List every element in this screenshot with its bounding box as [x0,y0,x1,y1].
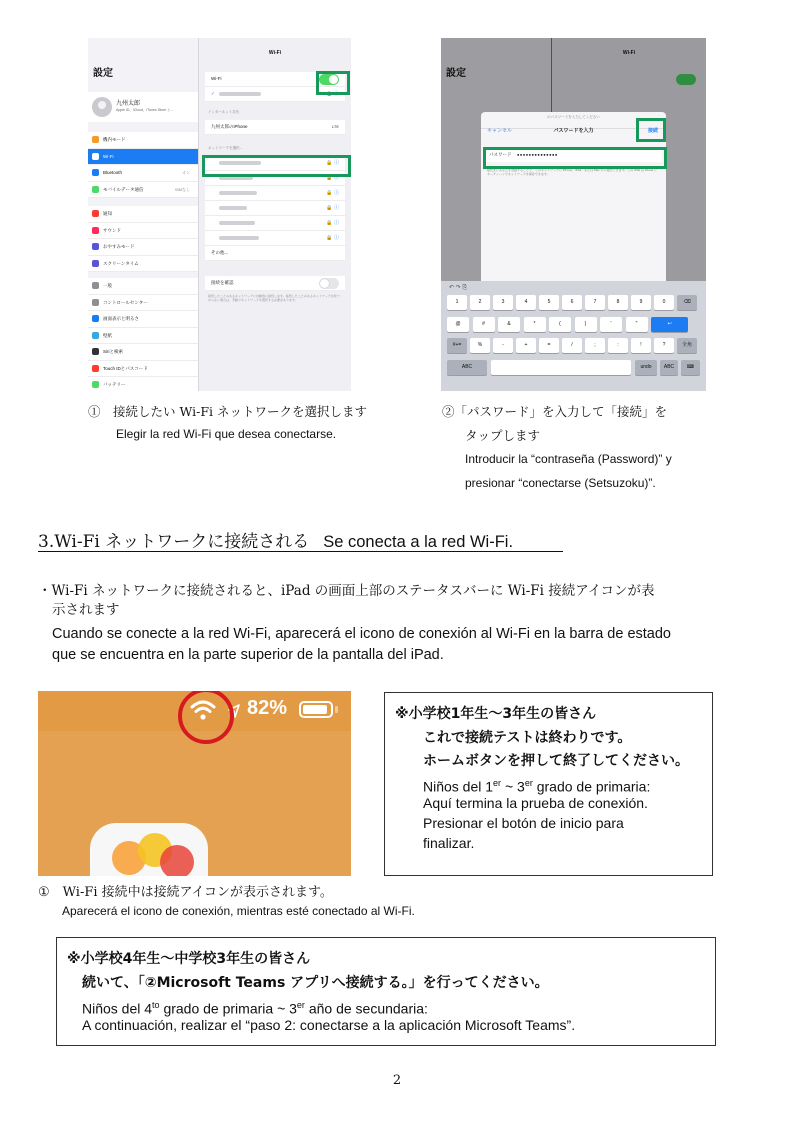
sidebar-item-label: モバイルデータ通信 [103,186,144,192]
section-heading [38,527,563,552]
network-name-blurred [219,191,257,195]
keyboard-key[interactable]: 9 [631,295,651,310]
modal-title: パスワードを入力 [553,128,594,134]
sidebar-item-label: バッテリー [103,382,126,387]
box2-es-line2: A continuación, realizar el “paso 2: conectarse a la aplicación Microsoft Teams”. [82,1017,576,1033]
sidebar-item-label: 壁紙 [103,332,112,338]
paragraph-es-line1: Cuando se conecte a la red Wi-Fi, aparecerá el icono de conexión al Wi-Fi en la barra de estado [52,626,671,642]
keyboard-key[interactable]: 5 [539,295,559,310]
hotspot-detail: LTE [331,124,339,129]
sidebar-item[interactable] [88,295,198,312]
keyboard-key[interactable]: " [626,317,648,332]
box2-line2: 続いて、「②Microsoft Teams アプリへ接続する。」を行ってください。 [82,975,549,991]
keyboard-key[interactable]: - [493,338,513,353]
box1-line3: ホームボタンを押して終了してください。 [423,753,689,769]
highlight-wifi-toggle [316,71,350,95]
box1-es-line4: finalizar. [423,835,475,851]
cancel-button[interactable]: キャンセル [487,128,513,134]
profile-subtitle: Apple ID、iCloud、iTunes Store と... [116,108,174,112]
sidebar-item[interactable] [88,182,198,199]
setting-icon [92,169,99,176]
wifi-signal-icon: 🔒 ⓘ [326,190,339,196]
sidebar-item[interactable] [88,223,198,240]
profile-name: 九州太郎 [116,101,141,107]
sidebar-item[interactable] [88,311,198,328]
status-bar-photo [38,691,351,876]
setting-icon [92,348,99,355]
ask-join-group [205,276,345,291]
network-row[interactable] [205,216,345,231]
keyboard-key[interactable]: 4 [516,295,536,310]
box1-es-line3: Presionar el botón de inicio para [423,815,624,831]
settings-title: 設定 [93,68,113,79]
settings-title: 設定 [446,68,466,79]
abc-key-right[interactable]: ABC [660,360,678,375]
network-name-blurred [219,221,255,225]
keyboard-key[interactable]: % [470,338,490,353]
box1-line2: これで接続テストは終わりです。 [423,730,632,746]
battery-percent: 82% [247,697,288,719]
caption3-ja: ① Wi-Fi 接続中は接続アイコンが表示されます。 [38,885,333,900]
box2-heading: ※小学校4年生～中学校3年生の皆さん [67,951,311,967]
keyboard-row-punctuation [447,338,700,353]
keyboard-key[interactable]: : [608,338,628,353]
undo-key[interactable]: undo [635,360,657,375]
keyboard-key[interactable]: 1 [447,295,467,310]
sidebar-item[interactable] [88,344,198,361]
section-title-es: Se conecta a la red Wi-Fi. [323,533,514,551]
keyboard-row-numbers [447,295,700,310]
note-box-grades-1-3 [384,692,713,876]
setting-icon [92,210,99,217]
keyboard-key[interactable]: ↩ [651,317,688,332]
caption2-ja-line2: タップします [465,428,541,443]
sidebar-item-label: Bluetooth [103,170,123,175]
keyboard-dismiss-icon[interactable]: ⌨ [681,360,700,375]
sidebar-item-label: 画面表示と明るさ [103,316,139,321]
ask-join-toggle[interactable] [319,278,339,289]
hotspot-group [205,120,345,135]
page-number: 2 [392,1073,402,1088]
paragraph-es-line2: que se encuentra en la parte superior de la pantalla del iPad. [52,647,444,663]
battery-icon [299,701,333,718]
keyboard-row-bottom [447,360,700,375]
highlight-join-button [636,118,666,142]
network-name-blurred [219,206,247,210]
highlight-password-field [483,147,667,169]
space-key[interactable] [491,360,631,375]
keyboard-key[interactable]: ) [575,317,597,332]
password-value: ●●●●●●●●●●●●●● [517,152,558,157]
wifi-signal-icon: 🔒 ⓘ [326,205,339,211]
setting-icon [92,299,99,306]
keyboard-key[interactable]: ⌫ [677,295,697,310]
sidebar-item-label: 機内モード [103,137,126,142]
setting-icon [92,260,99,267]
sidebar-item-label: 通知 [103,211,112,216]
paragraph-ja-line2: 示されます [52,602,120,618]
menu-group-notifications [88,206,198,272]
sidebar-item-label: Siriと検索 [103,349,123,354]
box2-es-line1: Niños del $4^{to}$ grado de primaria ~ 3er año de secundaria: [82,1000,428,1017]
paragraph-ja-line1: ・Wi-Fi ネットワークに接続されると、iPad の画面上部のステータスバーに Wi-Fi 接続アイコンが表 [38,583,655,599]
join-button[interactable]: 接続 [647,128,658,134]
keyboard-key[interactable]: ( [549,317,571,332]
sidebar-item[interactable] [88,377,198,391]
sidebar-item-label: 一般 [103,283,112,288]
sidebar-item-value: SIMなし [174,186,190,192]
caption2-es-line1: Introducir la “contraseña (Password)” y [465,452,672,466]
sidebar-item[interactable] [88,206,198,223]
keyboard-key[interactable]: + [516,338,536,353]
password-entry-screenshot [441,38,706,391]
sidebar-item[interactable] [88,165,198,182]
setting-icon [92,332,99,339]
sidebar-item[interactable] [88,149,198,166]
on-screen-keyboard [441,281,706,391]
sidebar-item-label: サウンド [103,227,121,233]
network-row[interactable] [205,186,345,201]
hotspot-label: インターネット共有 [208,110,240,114]
caption3-es: Aparecerá el icono de conexión, mientras esté conectado al Wi-Fi. [62,904,415,918]
photos-app-icon [90,823,208,876]
keyboard-key[interactable]: 0 [654,295,674,310]
hotspot-row[interactable] [205,120,345,135]
wifi-signal-icon: 🔒 ⓘ [326,220,339,226]
keyboard-key[interactable]: # [473,317,495,332]
choose-network-label: ネットワークを選択... [208,146,243,150]
wifi-settings-screenshot [88,38,351,391]
wifi-panel-title: Wi-Fi [622,50,636,56]
wifi-signal-icon: 🔒 ⓘ [326,175,339,181]
network-name-blurred [219,92,261,96]
sidebar-item[interactable] [88,278,198,295]
keyboard-key[interactable]: #+= [447,338,467,353]
keyboard-key[interactable]: / [562,338,582,353]
keyboard-key[interactable]: @ [447,317,469,332]
keyboard-key[interactable]: * [524,317,546,332]
keyboard-key[interactable]: 3 [493,295,513,310]
keyboard-key[interactable]: 全角 [677,338,697,353]
other-network-label: その他... [211,250,229,255]
sidebar-item[interactable] [88,239,198,256]
avatar [92,97,112,117]
setting-icon [92,227,99,234]
sidebar-item-label: Touch IDとパスコード [103,365,148,371]
sidebar-item[interactable] [88,361,198,378]
modal-note: 接続先にあなたを登録することで、このネットワークに iPhone、iPad、または Mac から接続できます。この iPad は iCloud にキーチェーンでネットワークを保存できます。 [487,168,658,176]
keyboard-key[interactable]: ; [585,338,605,353]
wifi-signal-icon: 🔒 ⓘ [326,160,339,166]
keyboard-key[interactable]: ' [600,317,622,332]
caption1-es: Elegir la red Wi-Fi que desea conectarse. [116,427,337,441]
keyboard-key[interactable]: ! [631,338,651,353]
wifi-signal-icon: 🔒 ⓘ [326,91,339,97]
setting-icon [92,186,99,193]
setting-icon [92,136,99,143]
note-box-grades-4-9 [56,937,716,1046]
keyboard-key[interactable]: = [539,338,559,353]
modal-top-text: のパスワードを入力してください [481,112,666,129]
sidebar-item-label: スクリーンタイム [103,260,139,266]
setting-icon [92,153,99,160]
checkmark-icon: ✓ [211,91,215,96]
wifi-signal-icon: 🔒 ⓘ [326,235,339,241]
setting-icon [92,381,99,388]
menu-group-general [88,278,198,391]
sidebar-item-label: コントロールセンター [103,299,148,305]
highlight-circle [178,691,234,744]
sidebar-item-value: オン [182,170,190,175]
sidebar-item-label: Wi-Fi [103,153,114,159]
battery-tip [335,706,338,713]
sidebar-item-label: おやすみモード [103,244,135,249]
menu-group-connectivity [88,132,198,198]
paragraph-ja [38,582,763,620]
caption2-ja-line1: ②「パスワード」を入力して「接続」を [442,404,668,419]
keyboard-key[interactable]: 7 [585,295,605,310]
wifi-toggle-label: Wi-Fi [211,76,222,81]
keyboard-row-symbols [447,317,700,332]
sidebar-item[interactable] [88,256,198,273]
profile-row[interactable] [88,92,198,122]
keyboard-key[interactable]: 6 [562,295,582,310]
setting-icon [92,243,99,250]
undo-redo-icons[interactable]: ↶ ↷ ⎘ [449,285,468,291]
hotspot-device: 九州太郎のiPhone [211,124,248,129]
keyboard-key[interactable]: 8 [608,295,628,310]
sidebar-item[interactable] [88,328,198,345]
setting-icon [92,282,99,289]
section-title-ja: 3.Wi-Fi ネットワークに接続される [38,532,310,552]
caption2-es-line2: presionar “conectarse (Setsuzoku)”. [465,476,656,490]
paragraph-es [52,624,764,666]
box1-es-line2: Aquí termina la prueba de conexión. [423,795,648,811]
keyboard-key[interactable]: ? [654,338,674,353]
wifi-panel-title: Wi-Fi [268,50,282,56]
abc-key[interactable]: ABC [447,360,487,375]
box1-es-line1: Niños del 1er ~ 3er grado de primaria: [423,778,651,795]
ask-join-row [205,276,345,291]
box1-heading: ※小学校1年生～3年生の皆さん [395,706,597,722]
ask-join-label: 接続を確認 [211,280,234,285]
settings-sidebar [88,38,199,391]
setting-icon [92,315,99,322]
ask-join-note: 接続したことのあるネットワークに自動的に接続します。接続したことのあるネットワークが見つからない場合は、手動でネットワークを選択する必要があります。 [208,294,340,302]
network-row[interactable] [205,231,345,246]
caption1-ja: ① 接続したい Wi-Fi ネットワークを選択します [88,404,367,419]
keyboard-key[interactable]: & [498,317,520,332]
password-label: パスワード [489,152,512,157]
sidebar-item[interactable] [88,132,198,149]
setting-icon [92,365,99,372]
network-row[interactable] [205,201,345,216]
network-name-blurred [219,236,259,240]
other-network-row[interactable] [205,246,345,261]
highlight-network-row [202,155,351,177]
keyboard-key[interactable]: 2 [470,295,490,310]
